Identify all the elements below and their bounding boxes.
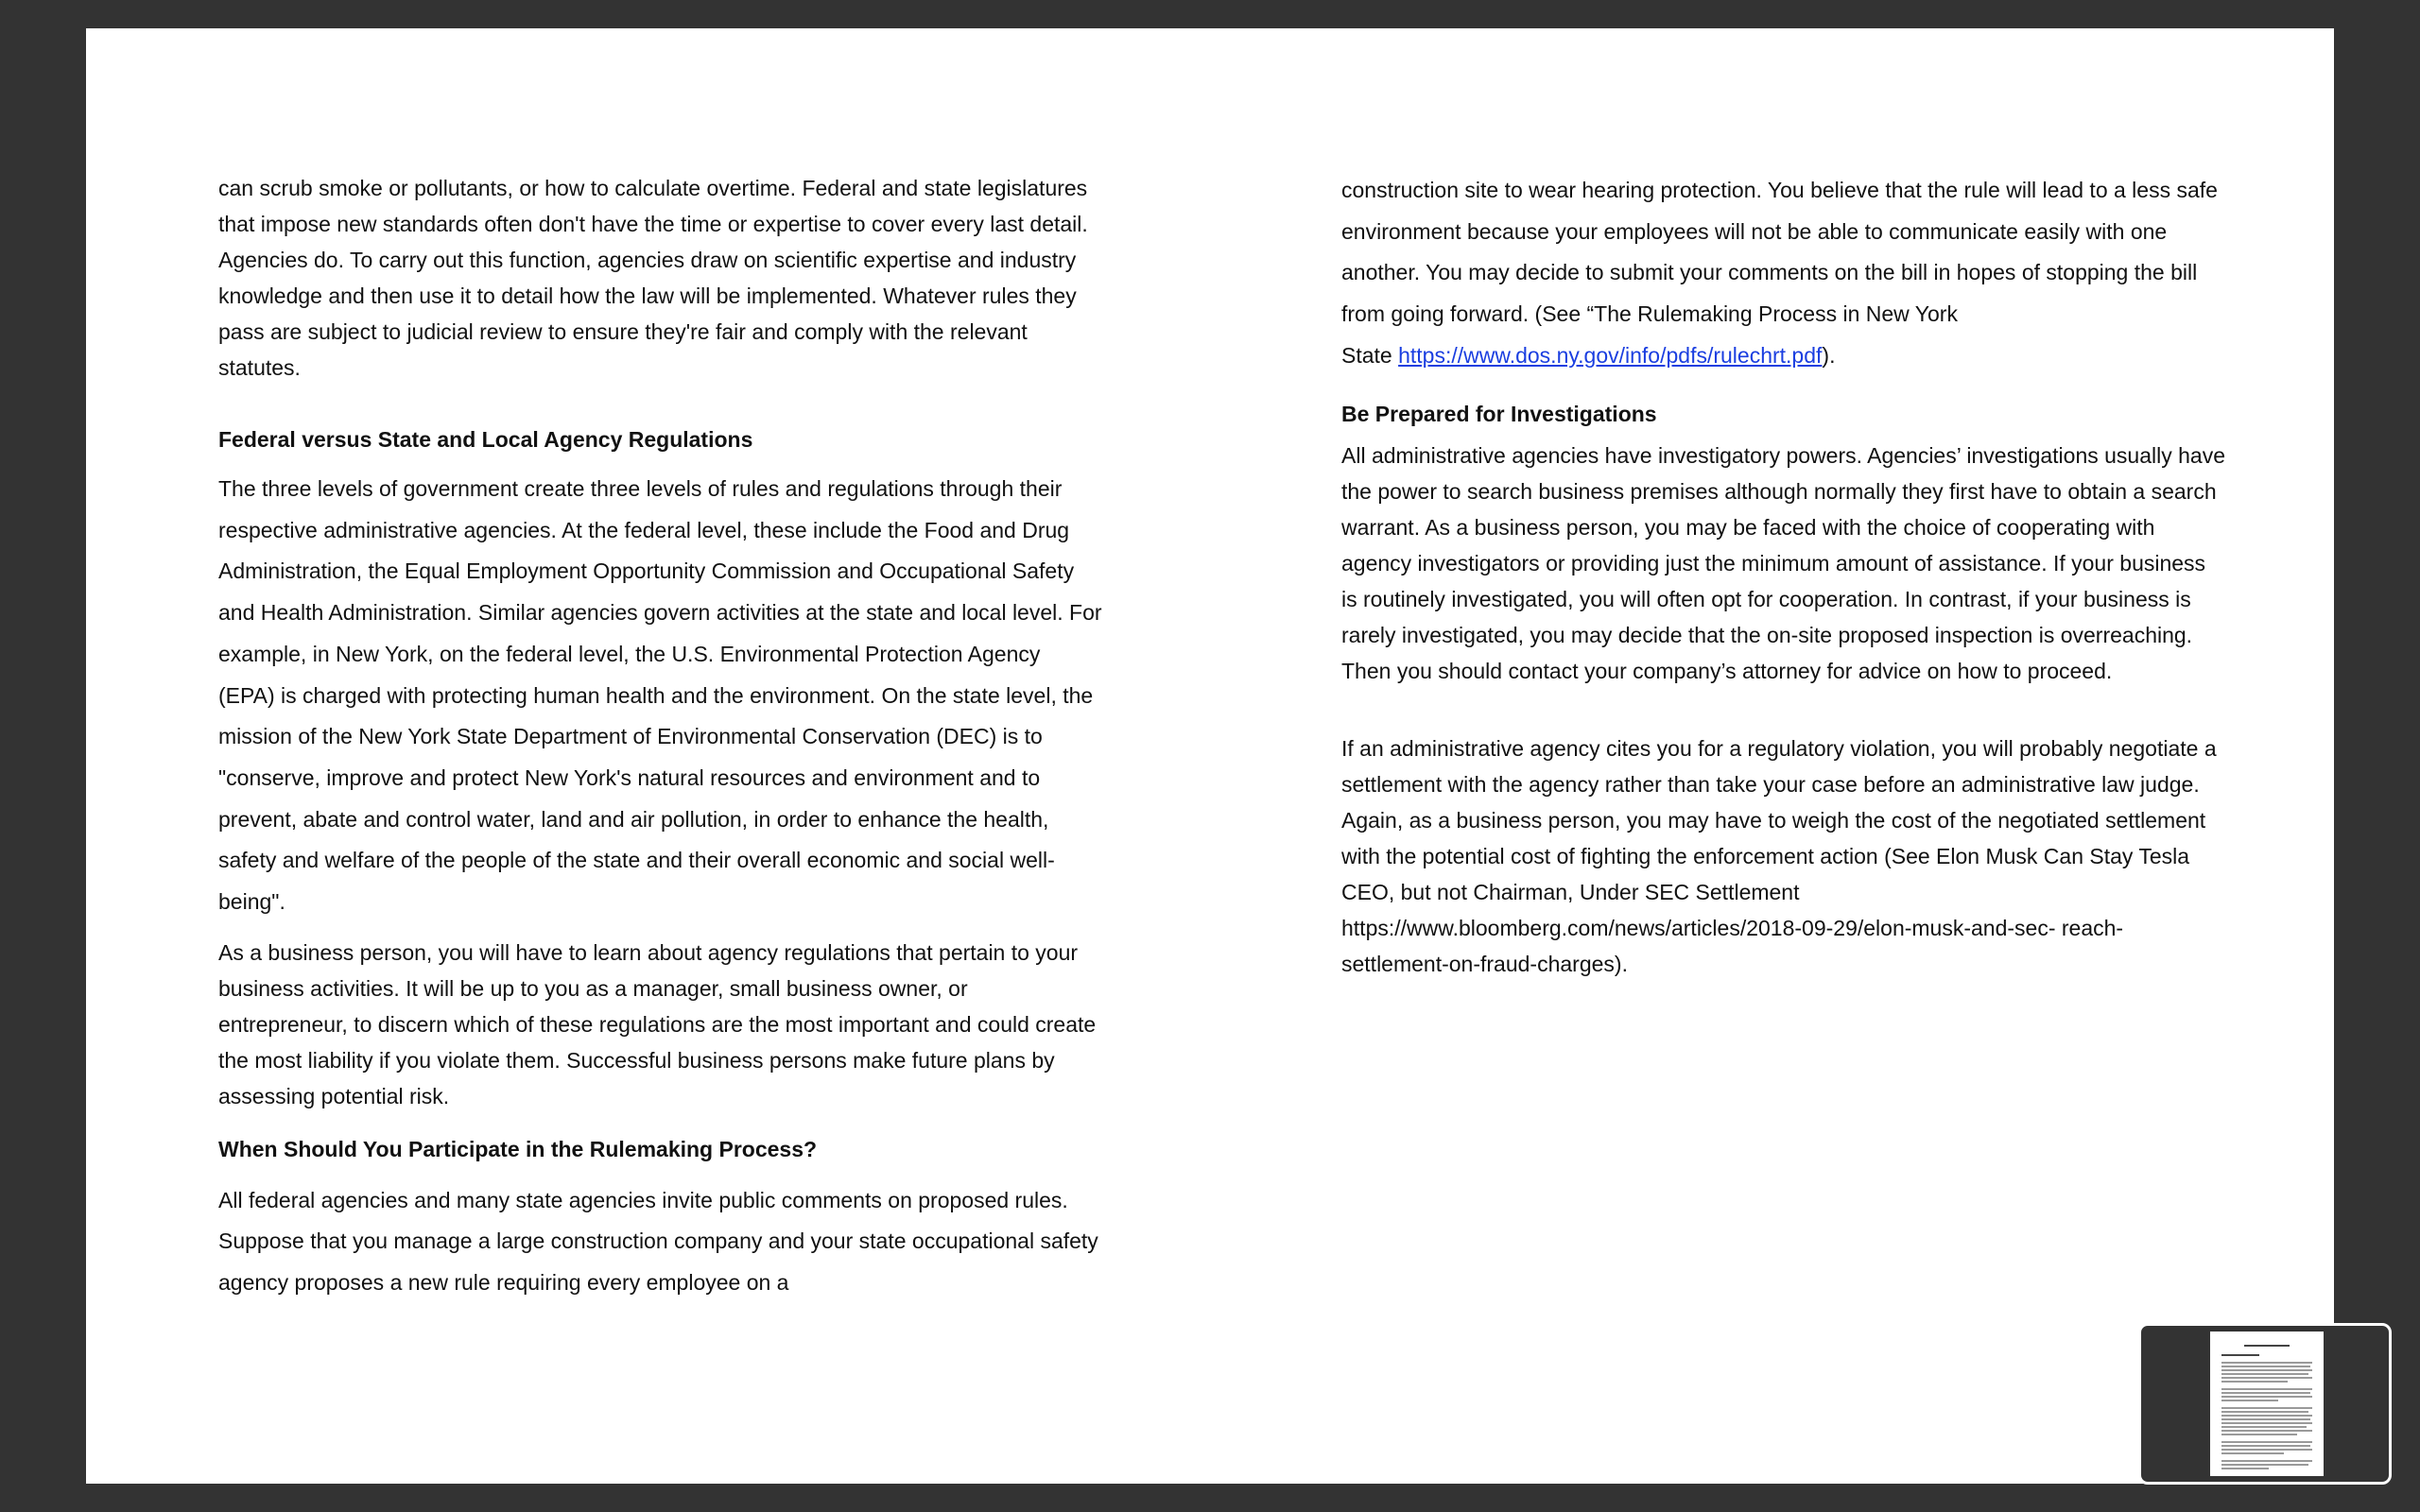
left-column [218, 170, 1102, 1304]
thumbnail-page-preview [2210, 1332, 2324, 1476]
heading-rulemaking: When Should You Participate in the Rulemaking Process? [218, 1136, 818, 1161]
paragraph-citation: If an administrative agency cites you for a regulatory violation, you will probably negotiate a settlement with the agency rather than take your case before an administrative law judge. Again, as a business person, you may have to weigh the cost of the negotiated settlement with the potential cost of fighting the enforcement action (See Elon Musk Can Stay Tesla CEO, but not Chairman, Under SEC Settlement https://www.bloomberg.com/news/articles/2018-09-29/elon-musk-and-sec- reach-settlement-on-fraud-charges). [1341, 735, 2217, 976]
paragraph-rulemaking: All federal agencies and many state agencies invite public comments on proposed rules. Suppose that you manage a large construction company and your state occupational safety agency proposes a new rule requiring every employee on a [218, 1187, 1098, 1296]
document-page [86, 28, 2334, 1484]
paragraph-three-levels: The three levels of government create three levels of rules and regulations through their respective administrative agencies. At the federal level, these include the Food and Drug Administration, the Equal Employment Opportunity Commission and Occupational Safety and Health Administration. Similar agencies govern activities at the state and local level. For example, in New York, on the federal level, the U.S. Environmental Protection Agency (EPA) is charged with protecting human health and the environment. On the state level, the mission of the New York State Department of Environmental Conservation (DEC) is to "conserve, improve and protect New York's natural resources and environment and to prevent, abate and control water, land and air pollution, in order to enhance the health, safety and welfare of the people of the state and their overall economic and social well-being". [218, 476, 1102, 915]
intro-paragraph: can scrub smoke or pollutants, or how to calculate overtime. Federal and state legislatures that impose new standards often don't have the time or expertise to cover every last detail. Agencies do. To carry out this function, agencies draw on scientific expertise and industry knowledge and then use it to detail how the law will be implemented. Whatever rules they pass are subject to judicial review to ensure they're fair and comply with the relevant statutes. [218, 176, 1088, 380]
right-column [1341, 170, 2225, 982]
paragraph-investigations: All administrative agencies have investigatory powers. Agencies’ investigations usually have the power to search business premises although normally they first have to obtain a search warrant. As a business person, you may be faced with the choice of cooperating with agency investigators or providing just the minimum amount of assistance. If your business is routinely investigated, you will often opt for cooperation. In contrast, if your business is rarely investigated, you may decide that the on-site proposed inspection is overreaching. Then you should contact your company’s attorney for advice on how to proceed. [1341, 442, 2225, 683]
page-thumbnail-navigator[interactable] [2138, 1323, 2392, 1485]
rulemaking-process-link[interactable]: https://www.dos.ny.gov/info/pdfs/rulechrt.pdf [1398, 342, 1823, 368]
paragraph-business-person: As a business person, you will have to learn about agency regulations that pertain to your business activities. It will be up to you as a manager, small business owner, or entrepreneur, to discern which of these regulations are the most important and could create the most liability if you violate them. Successful business persons make future plans by assessing potential risk. [218, 939, 1097, 1108]
heading-investigations: Be Prepared for Investigations [1341, 401, 1657, 426]
paragraph-construction-site: construction site to wear hearing protection. You believe that the rule will lead to a less safe environment because your employees will not be able to communicate easily with one another. You may decide to submit your comments on the bill in hopes of stopping the bill from going forward. (See “The Rulemaking Process in New York State https://www.dos.ny.gov/info/pdfs/rulechrt.pdf). [1341, 178, 2218, 368]
heading-federal-vs-state: Federal versus State and Local Agency Regulations [218, 427, 753, 452]
